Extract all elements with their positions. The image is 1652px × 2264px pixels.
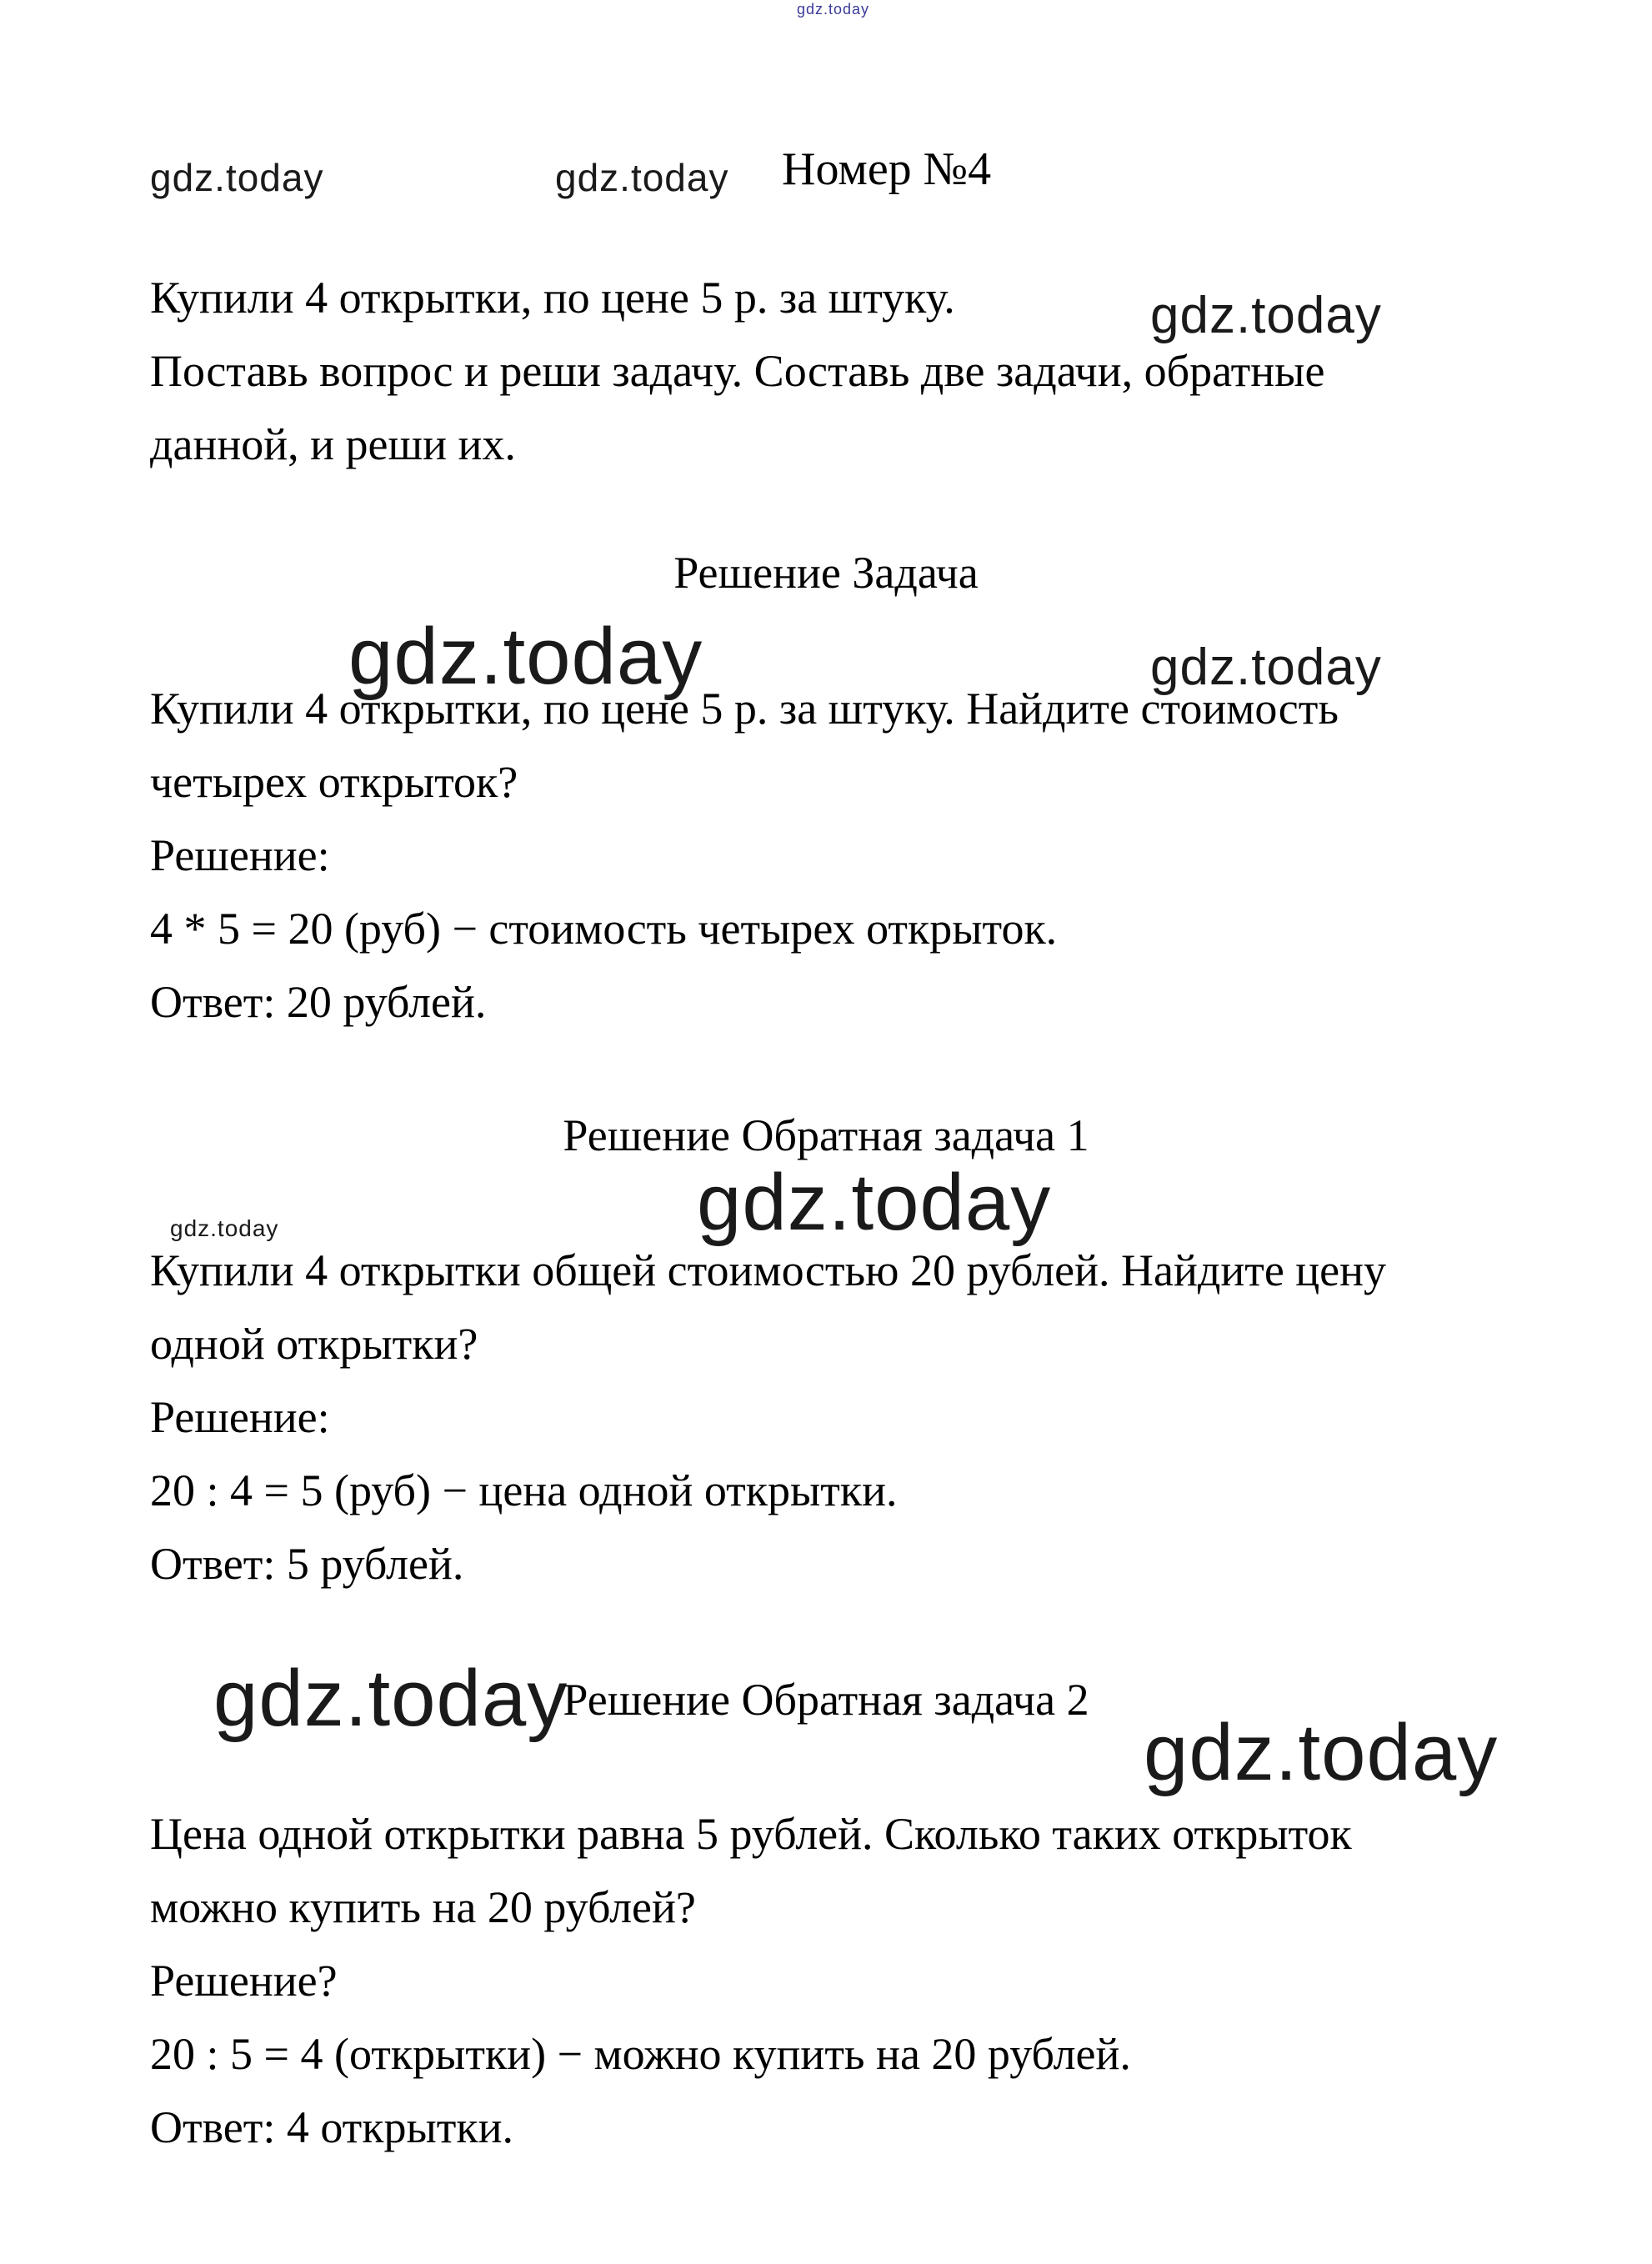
problem-line: Поставь вопрос и реши задачу. Составь две задачи, обратные bbox=[150, 346, 1325, 396]
section-line: Решение: bbox=[150, 830, 330, 880]
watermark-section1-large: gdz.today bbox=[348, 612, 703, 701]
section-task-body bbox=[150, 672, 1550, 1039]
problem-line: данной, и реши их. bbox=[150, 419, 516, 469]
section-line: одной открытки? bbox=[150, 1319, 478, 1369]
section-heading-inverse-1: Решение Обратная задача 1 bbox=[563, 1110, 1089, 1160]
problem-statement bbox=[150, 261, 1550, 481]
watermark-header-left: gdz.today bbox=[150, 156, 324, 199]
watermark-section2-small: gdz.today bbox=[170, 1215, 279, 1241]
watermark-section3-left: gdz.today bbox=[213, 1654, 568, 1743]
section-line: Решение: bbox=[150, 1392, 330, 1442]
watermark-section3-right: gdz.today bbox=[1144, 1708, 1499, 1797]
section-line: четырех открыток? bbox=[150, 757, 518, 807]
watermark-top: gdz.today bbox=[797, 1, 870, 18]
watermark-section2-large: gdz.today bbox=[697, 1158, 1052, 1247]
problem-line: Купили 4 открытки, по цене 5 р. за штуку. bbox=[150, 273, 955, 323]
section-line: Купили 4 открытки, по цене 5 р. за штуку. Найдите стоимость bbox=[150, 684, 1339, 734]
watermark-problem-right: gdz.today bbox=[1150, 287, 1382, 344]
watermark-section1-right: gdz.today bbox=[1150, 639, 1382, 696]
section-line: 20 : 4 = 5 (руб) − цена одной открытки. bbox=[150, 1465, 898, 1515]
section-line: Ответ: 4 открытки. bbox=[150, 2102, 513, 2152]
section-line: 4 * 5 = 20 (руб) − стоимость четырех открыток. bbox=[150, 904, 1058, 954]
section-line: Ответ: 5 рублей. bbox=[150, 1539, 464, 1589]
section-line: Купили 4 открытки общей стоимостью 20 рублей. Найдите цену bbox=[150, 1245, 1387, 1295]
section-heading-task: Решение Задача bbox=[673, 548, 979, 598]
section-line: 20 : 5 = 4 (открытки) − можно купить на 20 рублей. bbox=[150, 2029, 1131, 2079]
section-inverse-1-body bbox=[150, 1234, 1550, 1600]
page-title: Номер №4 bbox=[782, 143, 992, 195]
section-line: Решение? bbox=[150, 1956, 338, 2006]
section-line: Цена одной открытки равна 5 рублей. Сколько таких открыток bbox=[150, 1809, 1352, 1859]
section-heading-inverse-2: Решение Обратная задача 2 bbox=[563, 1675, 1089, 1725]
watermark-header-center: gdz.today bbox=[555, 156, 729, 199]
section-line: можно купить на 20 рублей? bbox=[150, 1882, 696, 1932]
section-line: Ответ: 20 рублей. bbox=[150, 977, 487, 1027]
section-inverse-2-body bbox=[150, 1797, 1550, 2164]
